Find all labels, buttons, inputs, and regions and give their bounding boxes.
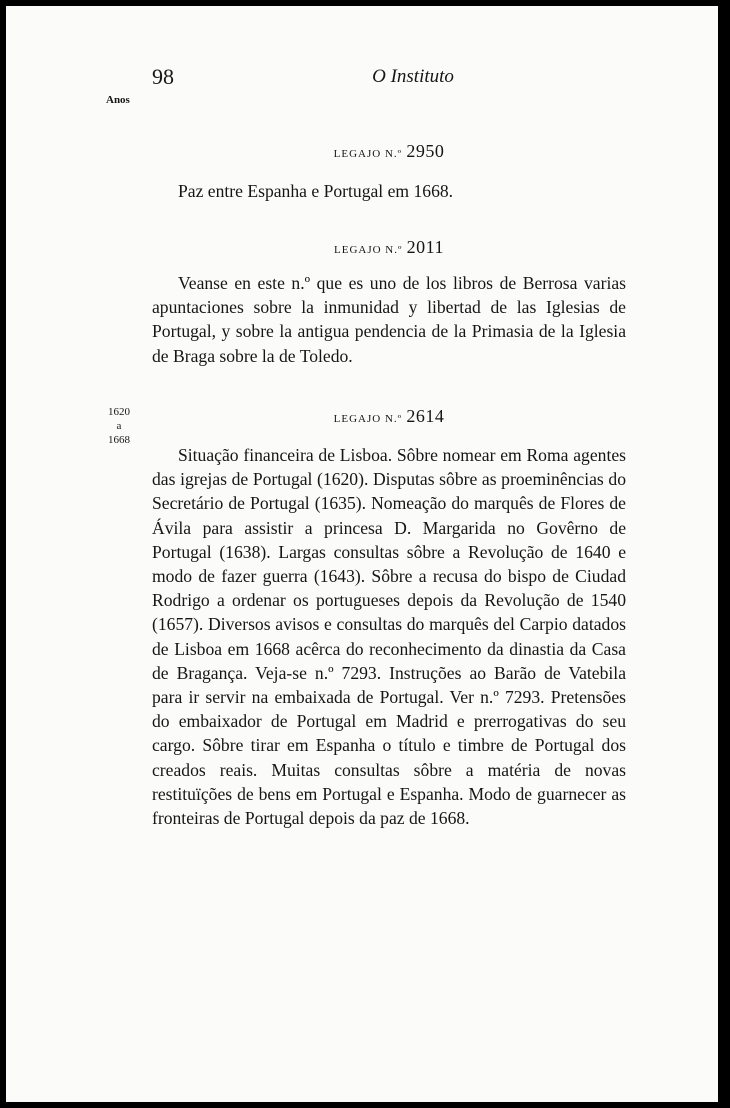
legajo-heading-2614 bbox=[152, 406, 626, 427]
legajo-heading-2950 bbox=[152, 141, 626, 162]
margin-label-anos: Anos bbox=[106, 94, 130, 106]
entry-text-2011 bbox=[152, 271, 626, 368]
legajo-prefix: LEGAJO N.º bbox=[333, 413, 403, 425]
running-title: O Instituto bbox=[372, 66, 454, 87]
page-number: 98 bbox=[152, 64, 174, 89]
margin-year-start: 1620 bbox=[108, 406, 130, 418]
entry-paragraph: Situação financeira de Lisboa. Sôbre nomear em Roma agentes das igrejas de Portugal (1620). Disputas sôbre as proeminências do Secretário de Portugal (1635). Nomeação do marquês de Flores de Ávila para assistir a princesa D. Margarida no Govêrno de Portugal (1638). Largas consultas sôbre a Revolução de 1640 e modo de fazer guerra (1643). Sôbre a recusa do bispo de Ciudad Rodrigo a ordenar os portugueses depois da Revolução de 1540 (1657). Diversos avisos e consultas do marquês del Carpio datados de Lisboa em 1668 acêrca do reconhecimento da dinastia da Casa de Bragança. Veja-se n.º 7293. Instruções ao Barão de Vatebila para ir servir na embaixada de Portugal. Ver n.º 7293. Pretensões do embaixador de Portugal em Madrid e prerrogativas do seu cargo. Sôbre tirar em Espanha o título e timbre de Portugal dos creados reais. Muitas consultas sôbre a matéria de novas restituïções de bens em Portugal e Espanha. Modo de guarnecer as fronteiras de Portugal depois da paz de 1668. bbox=[152, 445, 626, 829]
document-page bbox=[6, 6, 718, 1102]
entry-paragraph: Veanse en este n.º que es uno de los libros de Berrosa varias apuntaciones sobre la inmunidad y libertad de las Iglesias de Portugal, y sobre la antigua pendencia de la Primasia de la Iglesia de Braga sobre la de Toledo. bbox=[152, 273, 626, 366]
legajo-number: 2950 bbox=[406, 141, 445, 161]
margin-year-range bbox=[106, 405, 132, 447]
margin-year-connector: a bbox=[116, 420, 122, 432]
legajo-heading-2011 bbox=[152, 237, 626, 258]
entry-text-2950 bbox=[152, 179, 626, 203]
legajo-prefix: LEGAJO N.º bbox=[333, 148, 403, 160]
legajo-number: 2614 bbox=[406, 406, 445, 426]
entry-paragraph: Paz entre Espanha e Portugal em 1668. bbox=[178, 181, 454, 201]
entry-text-2614 bbox=[152, 443, 626, 830]
legajo-prefix: LEGAJO N.º bbox=[334, 244, 403, 256]
legajo-number: 2011 bbox=[406, 237, 444, 257]
margin-year-end: 1668 bbox=[108, 434, 130, 446]
